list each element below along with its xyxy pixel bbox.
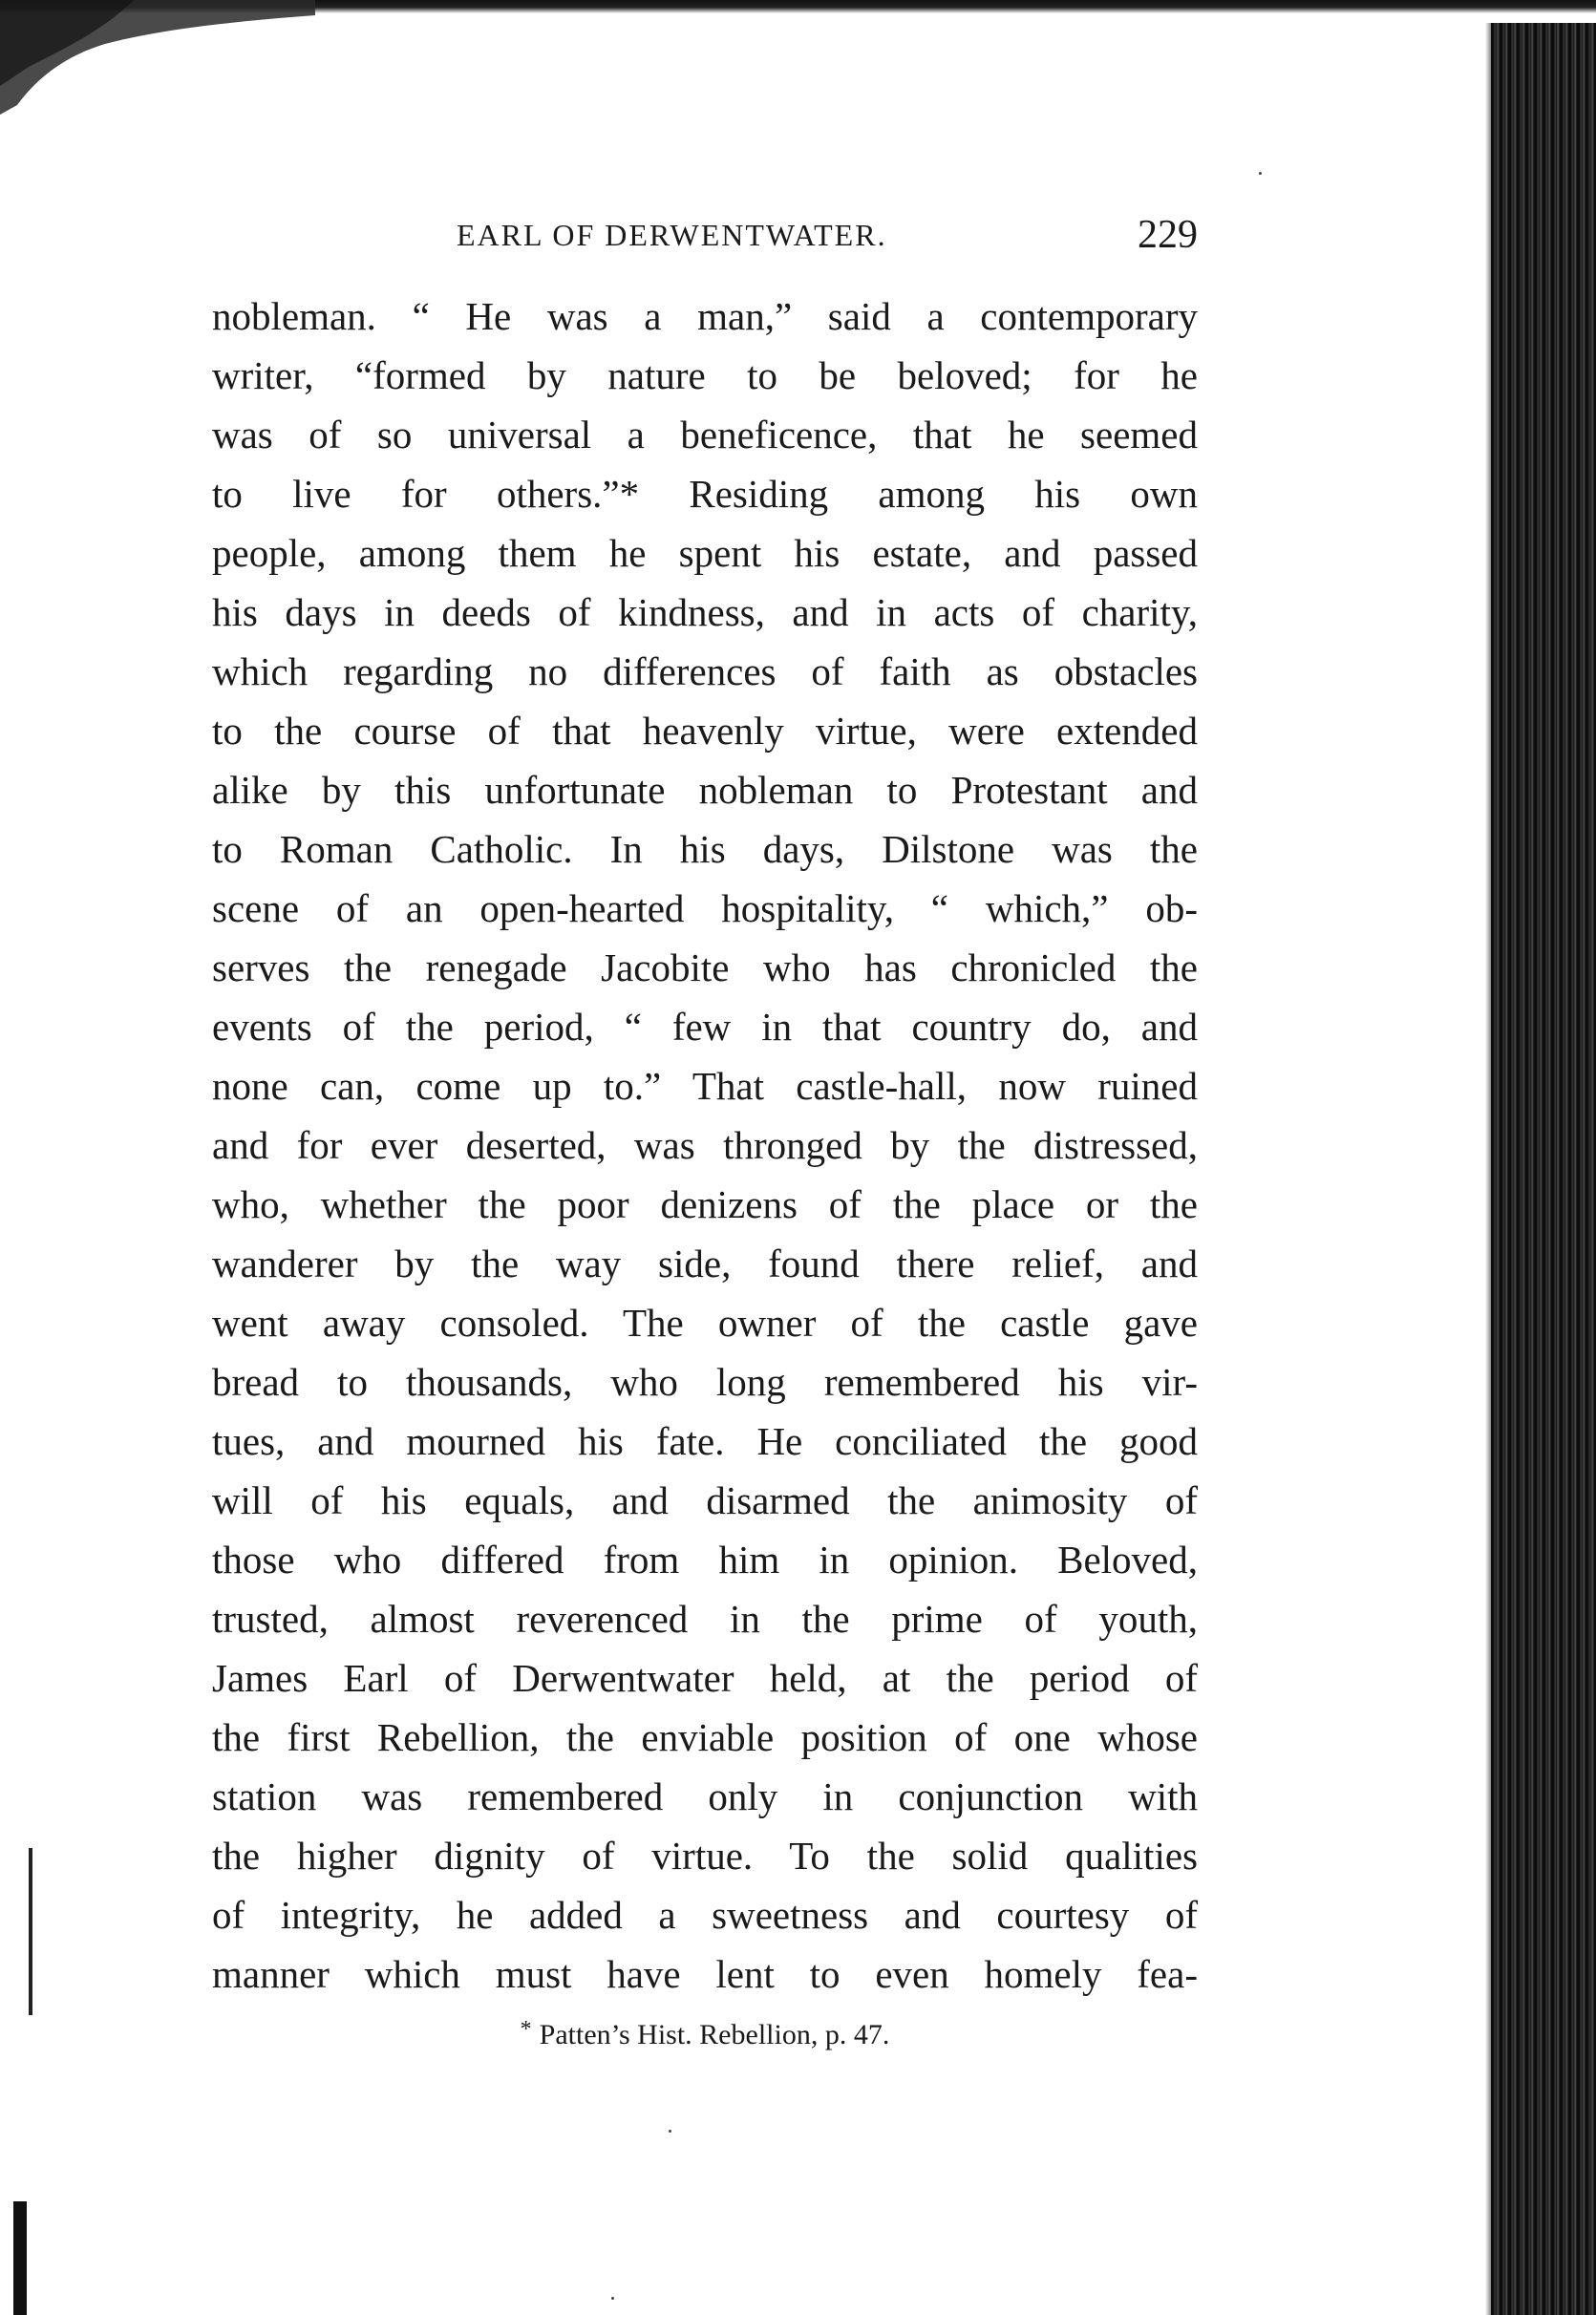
text-line: the higher dignity of virtue. To the solid qualities (212, 1834, 1198, 1878)
scan-speck (1259, 172, 1262, 175)
text-line: to the course of that heavenly virtue, were extended (212, 709, 1198, 753)
text-line: nobleman. “ He was a man,” said a contemporary (212, 294, 1198, 338)
text-line: those who differed from him in opinion. Beloved, (212, 1538, 1198, 1582)
footnote (212, 2017, 1198, 2051)
scan-speck (669, 2130, 671, 2133)
text-line: to live for others.”* Residing among his own (212, 472, 1198, 516)
scan-binding-edge (1491, 23, 1596, 2315)
text-line: the first Rebellion, the enviable position of one whose (212, 1715, 1198, 1759)
scan-left-mark (29, 1848, 32, 2015)
text-line: and for ever deserted, was thronged by the distressed, (212, 1123, 1198, 1167)
text-line: which regarding no differences of faith as obstacles (212, 649, 1198, 693)
text-line: tues, and mourned his fate. He conciliated the good (212, 1419, 1198, 1463)
running-head (212, 212, 1198, 262)
text-line: bread to thousands, who long remembered his vir- (212, 1360, 1198, 1404)
text-line: trusted, almost reverenced in the prime of youth, (212, 1597, 1198, 1641)
scan-speck (611, 2297, 614, 2300)
text-line: events of the period, “ few in that country do, and (212, 1005, 1198, 1049)
scan-corner-smudge (0, 0, 315, 115)
page-number: 229 (1138, 213, 1198, 257)
text-line: his days in deeds of kindness, and in acts of charity, (212, 590, 1198, 634)
text-line: scene of an open-hearted hospitality, “ which,” ob- (212, 886, 1198, 930)
text-line: none can, come up to.” That castle-hall, now ruined (212, 1064, 1198, 1108)
text-line: wanderer by the way side, found there relief, and (212, 1242, 1198, 1285)
text-line: James Earl of Derwentwater held, at the period of (212, 1656, 1198, 1700)
text-line: serves the renegade Jacobite who has chronicled the (212, 945, 1198, 989)
text-line: manner which must have lent to even homely fea- (212, 1952, 1198, 1996)
text-line: of integrity, he added a sweetness and courtesy of (212, 1893, 1198, 1937)
text-line: to Roman Catholic. In his days, Dilstone was the (212, 827, 1198, 871)
text-line: who, whether the poor denizens of the place or the (212, 1182, 1198, 1226)
running-title: EARL OF DERWENTWATER. (457, 218, 887, 252)
text-line: alike by this unfortunate nobleman to Protestant and (212, 768, 1198, 812)
text-line: people, among them he spent his estate, and passed (212, 531, 1198, 575)
text-line: writer, “formed by nature to be beloved; for he (212, 353, 1198, 397)
text-line: will of his equals, and disarmed the animosity of (212, 1478, 1198, 1522)
footnote-text: Patten’s Hist. Rebellion, p. 47. (539, 2019, 890, 2050)
text-line: was of so universal a beneficence, that he seemed (212, 413, 1198, 457)
footnote-mark: * (520, 2017, 532, 2042)
scan-left-mark (13, 2201, 27, 2315)
text-line: went away consoled. The owner of the castle gave (212, 1301, 1198, 1345)
text-line: station was remembered only in conjunction with (212, 1774, 1198, 1818)
body-text (212, 287, 1198, 2004)
